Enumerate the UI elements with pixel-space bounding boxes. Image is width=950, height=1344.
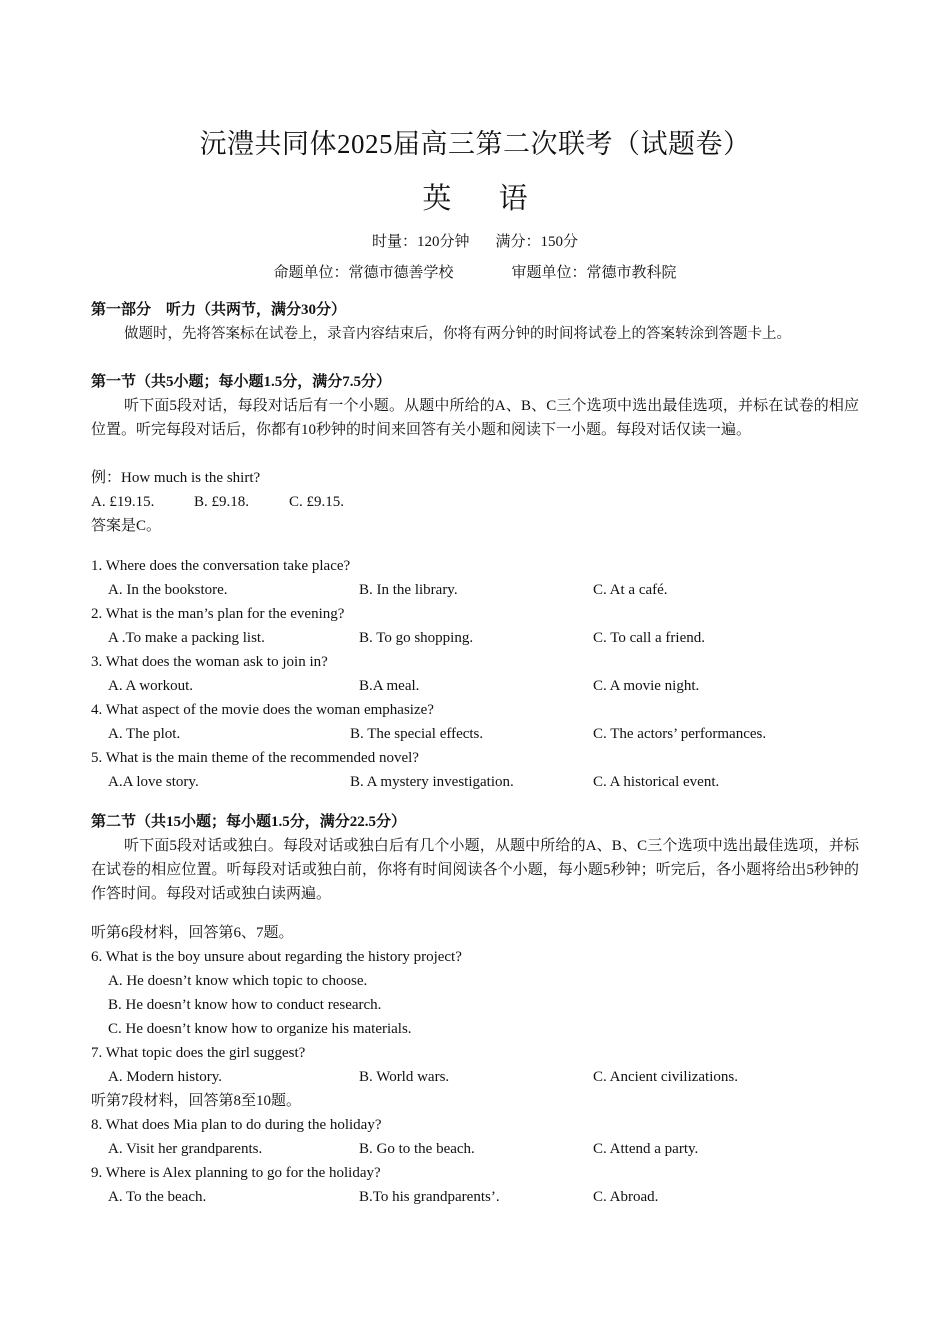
exam-meta-units bbox=[0, 261, 950, 282]
q5-option-b: B. A mystery investigation. bbox=[350, 774, 514, 790]
q4-option-b: B. The special effects. bbox=[350, 726, 484, 742]
part1-instruction: 做题时，先将答案标在试卷上，录音内容结束后，你将有两分钟的时间将试卷上的答案转涂到答题卡上。 bbox=[124, 326, 791, 342]
question-7: 7. What topic does the girl suggest? bbox=[91, 1045, 306, 1061]
q1-option-a: A. In the bookstore. bbox=[108, 582, 228, 598]
q1-option-c: C. At a café. bbox=[593, 582, 668, 598]
q3-option-a: A. A workout. bbox=[108, 678, 194, 694]
q6-option-b: B. He doesn’t know how to conduct research. bbox=[108, 997, 382, 1013]
score-label: 满分：150分 bbox=[495, 234, 579, 250]
q4-option-a: A. The plot. bbox=[108, 726, 181, 742]
question-1: 1. Where does the conversation take place? bbox=[91, 558, 351, 574]
example-option-a: A. £19.15. bbox=[91, 494, 155, 510]
question-5: 5. What is the main theme of the recommended novel? bbox=[91, 750, 419, 766]
part1-heading: 第一部分 听力（共两节，满分30分） bbox=[91, 302, 347, 318]
question-4: 4. What aspect of the movie does the woman emphasize? bbox=[91, 702, 434, 718]
time-label: 时量：120分钟 bbox=[371, 234, 470, 250]
example-option-b: B. £9.18. bbox=[194, 494, 250, 510]
material-6-label: 听第6段材料，回答第6、7题。 bbox=[91, 925, 294, 941]
subject-char-1: 英 bbox=[422, 183, 452, 215]
q7-option-b: B. World wars. bbox=[359, 1069, 450, 1085]
subject-char-2: 语 bbox=[498, 183, 528, 215]
question-3: 3. What does the woman ask to join in? bbox=[91, 654, 328, 670]
material-7-label: 听第7段材料，回答第8至10题。 bbox=[91, 1093, 302, 1109]
q4-option-c: C. The actors’ performances. bbox=[593, 726, 767, 742]
q7-option-a: A. Modern history. bbox=[108, 1069, 223, 1085]
q2-option-c: C. To call a friend. bbox=[593, 630, 705, 646]
q3-option-c: C. A movie night. bbox=[593, 678, 700, 694]
section2-heading: 第二节（共15小题；每小题1.5分，满分22.5分） bbox=[91, 814, 407, 830]
q5-option-c: C. A historical event. bbox=[593, 774, 720, 790]
exam-meta-time-score bbox=[0, 230, 950, 251]
question-2: 2. What is the man’s plan for the evening? bbox=[91, 606, 345, 622]
q2-option-b: B. To go shopping. bbox=[359, 630, 474, 646]
q9-option-c: C. Abroad. bbox=[593, 1189, 659, 1205]
q8-option-c: C. Attend a party. bbox=[593, 1141, 699, 1157]
q3-option-b: B.A meal. bbox=[359, 678, 420, 694]
q2-option-a: A .To make a packing list. bbox=[108, 630, 265, 646]
q8-option-a: A. Visit her grandparents. bbox=[108, 1141, 263, 1157]
question-6: 6. What is the boy unsure about regarding the history project? bbox=[91, 949, 462, 965]
q8-option-b: B. Go to the beach. bbox=[359, 1141, 475, 1157]
question-8: 8. What does Mia plan to do during the holiday? bbox=[91, 1117, 382, 1133]
example-question: 例：How much is the shirt? bbox=[91, 470, 261, 486]
exam-title: 沅澧共同体2025届高三第二次联考（试题卷） bbox=[199, 129, 751, 159]
section1-heading: 第一节（共5小题；每小题1.5分，满分7.5分） bbox=[91, 374, 392, 390]
subject-title bbox=[0, 176, 950, 217]
question-9: 9. Where is Alex planning to go for the holiday? bbox=[91, 1165, 381, 1181]
q7-option-c: C. Ancient civilizations. bbox=[593, 1069, 738, 1085]
example-option-c: C. £9.15. bbox=[289, 494, 345, 510]
q6-option-c: C. He doesn’t know how to organize his materials. bbox=[108, 1021, 412, 1037]
section1-instruction: 听下面5段对话，每段对话后有一个小题。从题中所给的A、B、C三个选项中选出最佳选项，并标在试卷的相应位置。听完每段对话后，你都有10秒钟的时间来回答有关小题和阅读下一小题。每段对话仅读一遍。 bbox=[91, 398, 859, 438]
example-answer: 答案是C。 bbox=[91, 518, 162, 534]
review-unit: 审题单位：常德市教科院 bbox=[511, 265, 677, 281]
author-unit: 命题单位：常德市德善学校 bbox=[273, 265, 454, 281]
q9-option-b: B.To his grandparents’. bbox=[359, 1189, 500, 1205]
q1-option-b: B. In the library. bbox=[359, 582, 458, 598]
q5-option-a: A.A love story. bbox=[108, 774, 199, 790]
section2-instruction: 听下面5段对话或独白。每段对话或独白后有几个小题，从题中所给的A、B、C三个选项中选出最佳选项，并标在试卷的相应位置。听每段对话或独白前，你将有时间阅读各个小题，每小题5秒钟；听完后，各小题将给出5秒钟的作答时间。每段对话或独白读两遍。 bbox=[91, 838, 859, 902]
q6-option-a: A. He doesn’t know which topic to choose. bbox=[108, 973, 368, 989]
q9-option-a: A. To the beach. bbox=[108, 1189, 207, 1205]
